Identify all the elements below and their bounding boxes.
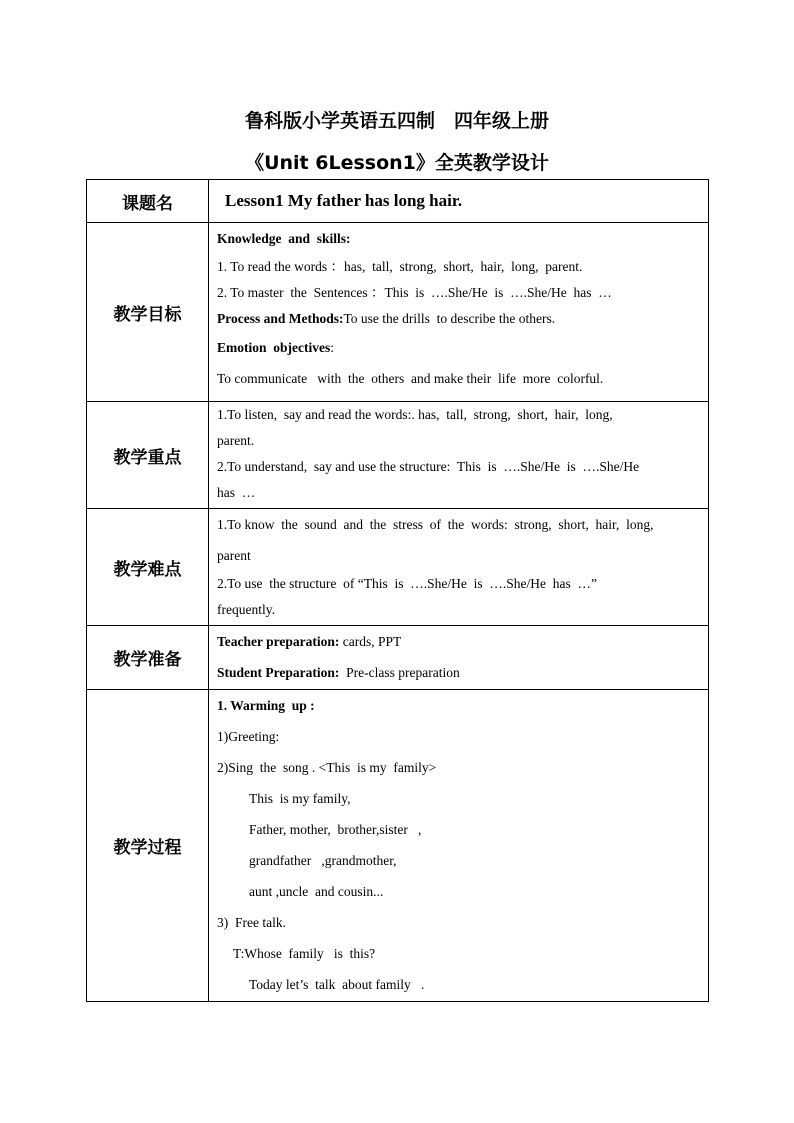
table-row: [87, 690, 709, 1002]
lesson-plan-table: [86, 179, 709, 1002]
process-methods-line: [217, 306, 700, 332]
objective-item: 1. To read the words ：has, tall, strong, short, hair, long, parent.: [217, 259, 583, 274]
student-preparation-text: Pre-class preparation: [339, 665, 460, 680]
row-label-key-points: 教学重点: [87, 402, 209, 509]
process-heading: Process and Methods:: [217, 311, 344, 326]
row-label-topic: 课题名: [87, 180, 209, 223]
difficulty-line: 1.To know the sound and the stress of the words: strong, short, hair, long,: [217, 517, 654, 532]
row-label-process: 教学过程: [87, 690, 209, 1002]
emotion-text: To communicate with the others and make their life more colorful.: [217, 371, 604, 386]
table-row: [87, 626, 709, 690]
row-label-difficulties: 教学难点: [87, 509, 209, 626]
warmup-heading: 1. Warming up :: [217, 698, 315, 713]
document-title: 鲁科版小学英语五四制 四年级上册: [244, 110, 549, 132]
knowledge-heading: Knowledge and skills:: [217, 231, 351, 246]
emotion-line: [217, 332, 700, 363]
difficulty-line: parent: [217, 548, 251, 563]
difficulties-cell: [209, 509, 709, 626]
row-label-preparation: 教学准备: [87, 626, 209, 690]
process-line: 1)Greeting:: [217, 729, 280, 744]
song-line: This is my family,: [249, 791, 351, 806]
process-line: Today let’s talk about family .: [249, 977, 425, 992]
teacher-preparation-text: cards, PPT: [339, 634, 402, 649]
process-line: 2)Sing the song . <This is my family>: [217, 760, 437, 775]
song-line: Father, mother, brother,sister ,: [249, 822, 422, 837]
table-row: [87, 509, 709, 626]
key-points-cell: [209, 402, 709, 509]
emotion-heading: Emotion objectives: [217, 340, 331, 355]
objective-item: 2. To master the Sentences ：This is ….She/He is ….She/He has …: [217, 285, 612, 300]
row-label-objectives: 教学目标: [87, 223, 209, 402]
table-row: [87, 223, 709, 402]
difficulty-line: 2.To use the structure of “This is ….She/He is ….She/He has …”: [217, 576, 597, 591]
key-point-line: parent.: [217, 433, 255, 448]
preparation-cell: [209, 626, 709, 690]
objectives-cell: [209, 223, 709, 402]
process-line: 3) Free talk.: [217, 915, 286, 930]
key-point-line: 2.To understand, say and use the structure: This is ….She/He is ….She/He: [217, 459, 640, 474]
teacher-preparation-heading: Teacher preparation:: [217, 634, 340, 649]
table-row: [87, 402, 709, 509]
key-point-line: has …: [217, 485, 256, 500]
song-line: grandfather ,grandmother,: [249, 853, 397, 868]
student-preparation-line: [217, 657, 700, 688]
student-preparation-heading: Student Preparation:: [217, 665, 340, 680]
process-line: T:Whose family is this?: [233, 946, 376, 961]
emotion-colon: :: [330, 340, 334, 355]
table-row: [87, 180, 709, 223]
key-point-line: 1.To listen, say and read the words:. has, tall, strong, short, hair, long,: [217, 407, 613, 422]
difficulty-line: frequently.: [217, 602, 275, 617]
teacher-preparation-line: [217, 626, 700, 657]
document-subtitle: 《Unit 6Lesson1》全英教学设计: [245, 152, 549, 174]
process-cell: [209, 690, 709, 1002]
process-text: To use the drills to describe the others.: [343, 311, 556, 326]
lesson-title-cell: Lesson1 My father has long hair.: [209, 180, 709, 223]
song-line: aunt ,uncle and cousin...: [249, 884, 384, 899]
